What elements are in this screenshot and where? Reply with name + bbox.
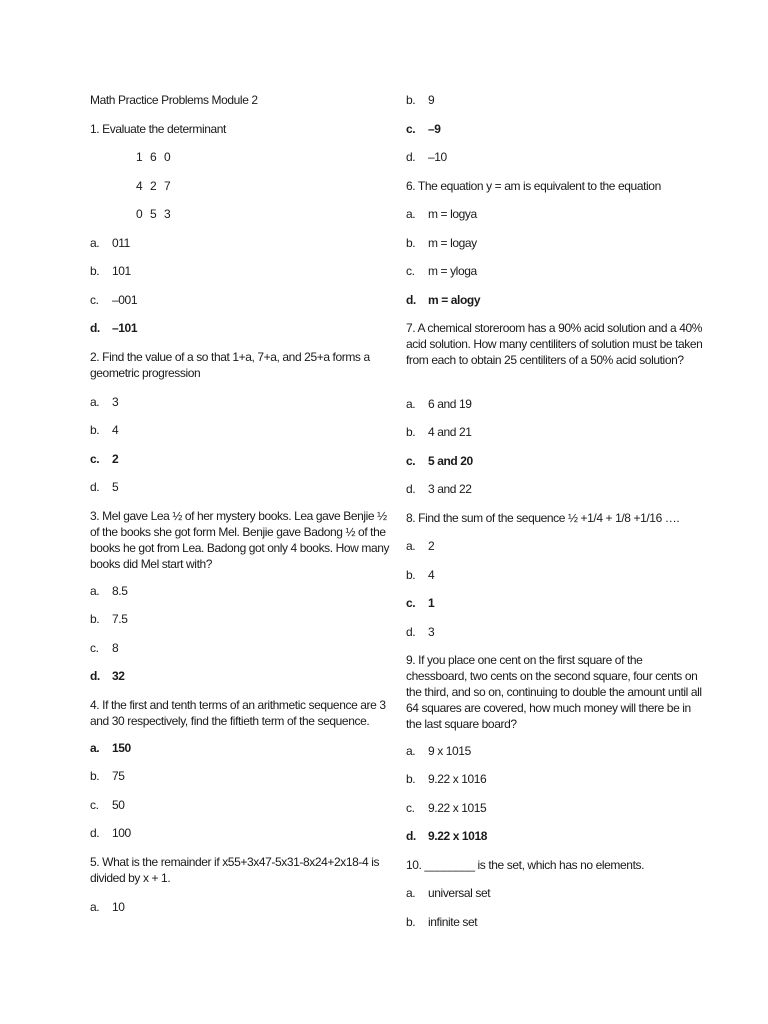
q8-option-a: a. 2 — [406, 539, 435, 553]
q4-option-d: d. 100 — [90, 826, 131, 840]
q5-option-d: d. –10 — [406, 150, 447, 164]
q8-option-d: d. 3 — [406, 625, 435, 639]
q2-option-c-answer: c. 2 — [90, 452, 119, 466]
question-8-text: 8. Find the sum of the sequence ½ +1/4 + 1/8 +1/16 …. — [406, 511, 680, 525]
q1-option-b: b. 101 — [90, 264, 131, 278]
q4-option-a-answer: a. 150 — [90, 741, 131, 755]
q1-option-c: c. –001 — [90, 293, 138, 307]
q7-option-c-answer: c. 5 and 20 — [406, 454, 473, 468]
q4-option-b: b. 75 — [90, 769, 125, 783]
question-3-text: 3. Mel gave Lea ½ of her mystery books. Lea gave Benjie ½ of the books she got form Mel. Benjie gave Badong ½ of the books he got from Lea. Badong got only 4 books. How many books did Mel start with? — [90, 509, 390, 571]
question-6-text: 6. The equation y = am is equivalent to the equation — [406, 179, 661, 193]
q9-option-b: b. 9.22 x 1016 — [406, 772, 487, 786]
question-7-text: 7. A chemical storeroom has a 90% acid solution and a 40% acid solution. How many centiliters of solution must be taken from each to obtain 25 centiliters of a 50% acid solution? — [406, 321, 703, 367]
q9-option-d-answer: d. 9.22 x 1018 — [406, 829, 487, 843]
q8-option-b: b. 4 — [406, 568, 435, 582]
q5-option-a: a. 10 — [90, 900, 125, 914]
q10-option-a: a. universal set — [406, 886, 491, 900]
q9-option-c: c. 9.22 x 1015 — [406, 801, 487, 815]
matrix-row-2: 4 2 7 — [136, 179, 173, 193]
q7-option-d: d. 3 and 22 — [406, 482, 472, 496]
q2-option-d: d. 5 — [90, 480, 119, 494]
q3-option-a: a. 8.5 — [90, 584, 128, 598]
question-10-text: 10. ________ is the set, which has no elements. — [406, 858, 645, 872]
q2-option-a: a. 3 — [90, 395, 119, 409]
q9-option-a: a. 9 x 1015 — [406, 744, 471, 758]
matrix-row-3: 0 5 3 — [136, 207, 173, 221]
page-title: Math Practice Problems Module 2 — [90, 93, 258, 107]
question-1-text: 1. Evaluate the determinant — [90, 122, 226, 136]
q1-option-d-answer: d. –101 — [90, 321, 138, 335]
q3-option-c: c. 8 — [90, 641, 119, 655]
question-5-text: 5. What is the remainder if x55+3x47-5x31-8x24+2x18-4 is divided by x + 1. — [90, 855, 380, 885]
q5-option-c-answer: c. –9 — [406, 122, 441, 136]
matrix-row-1: 1 6 0 — [136, 150, 173, 164]
q6-option-d-answer: d. m = alogy — [406, 293, 481, 307]
q10-option-b: b. infinite set — [406, 915, 478, 929]
q4-option-c: c. 50 — [90, 798, 125, 812]
q6-option-b: b. m = logay — [406, 236, 477, 250]
q5-option-b: b. 9 — [406, 93, 435, 107]
q6-option-c: c. m = yloga — [406, 264, 477, 278]
q7-option-b: b. 4 and 21 — [406, 425, 472, 439]
question-4-text: 4. If the first and tenth terms of an arithmetic sequence are 3 and 30 respectively, find the fiftieth term of the sequence. — [90, 698, 386, 728]
question-9-text: 9. If you place one cent on the first square of the chessboard, two cents on the second square, four cents on the third, and so on, continuing to double the amount until all 64 squares are covered, how much money will there be in the last square board? — [406, 653, 702, 731]
q3-option-d-answer: d. 32 — [90, 669, 125, 683]
q2-option-b: b. 4 — [90, 423, 119, 437]
q8-option-c-answer: c. 1 — [406, 596, 435, 610]
question-2-text: 2. Find the value of a so that 1+a, 7+a, and 25+a forms a geometric progression — [90, 350, 370, 380]
q7-option-a: a. 6 and 19 — [406, 397, 472, 411]
q6-option-a: a. m = logya — [406, 207, 477, 221]
q1-option-a: a. 011 — [90, 236, 130, 250]
q3-option-b: b. 7.5 — [90, 612, 128, 626]
